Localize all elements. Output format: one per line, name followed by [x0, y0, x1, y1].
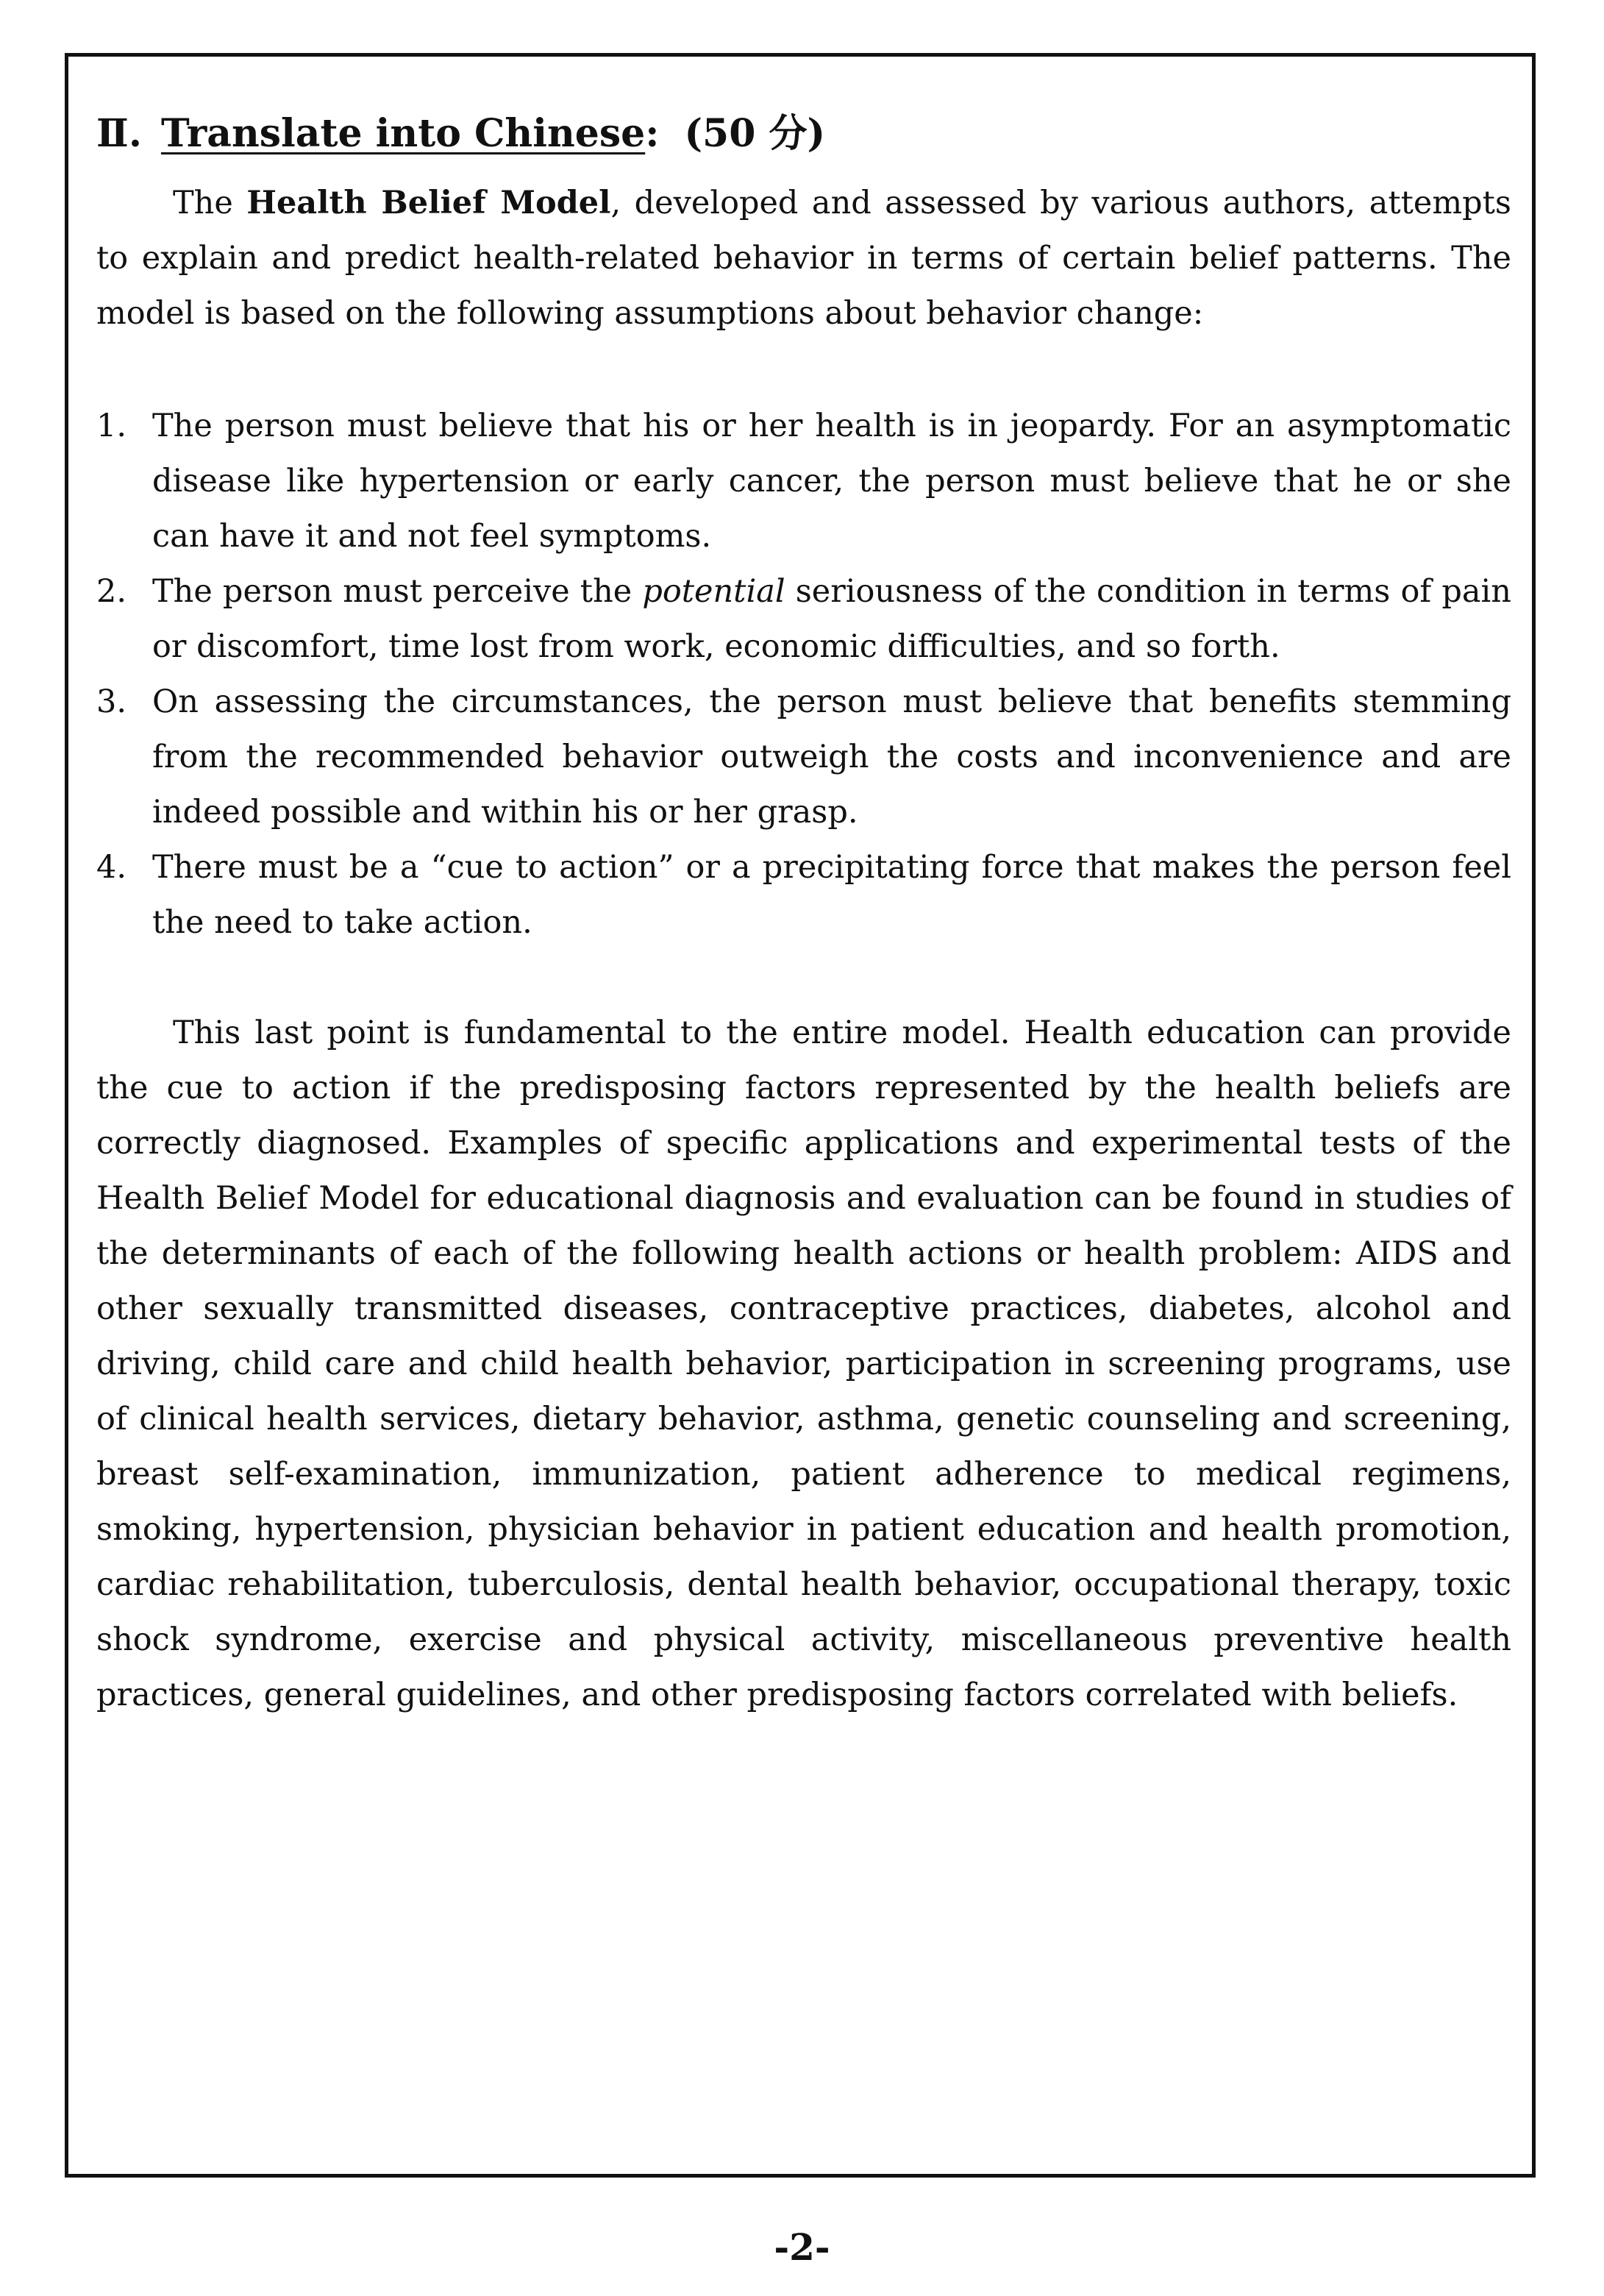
- list-item-number: 2.: [96, 573, 127, 610]
- question-content: [96, 101, 1511, 1723]
- list-item: [96, 840, 1511, 950]
- section-colon: :: [645, 111, 660, 156]
- assumption-list: [96, 399, 1511, 950]
- list-item-text: The person must believe that his or her health is in jeopardy. For an asymptomatic disease like hypertension or early cancer, the person must believe that he or she can have it and not feel symptoms.: [152, 408, 1511, 555]
- list-item: [96, 564, 1511, 675]
- list-item-number: 4.: [96, 849, 127, 886]
- section-numeral: Ⅱ.: [96, 111, 142, 156]
- intro-text-after: , developed and assessed by various authors, attempts to explain and predict health-related behavior in terms of certain belief patterns. The model is based on the following assumptions about behavior change:: [96, 185, 1511, 332]
- section-heading: [96, 101, 1511, 167]
- list-item-text: On assessing the circumstances, the person must believe that benefits stemming from the recommended behavior outweigh the costs and inconvenience and are indeed possible and within his or her grasp.: [152, 683, 1511, 831]
- intro-paragraph: [96, 176, 1511, 341]
- list-item: [96, 675, 1511, 840]
- page-number: -2-: [774, 2225, 830, 2269]
- intro-text-before: The: [173, 185, 247, 221]
- intro-model-name: Health Belief Model: [246, 185, 611, 221]
- closing-paragraph: This last point is fundamental to the entire model. Health education can provide the cue to action if the predisposing factors represented by the health beliefs are correctly diagnosed. Examples of specific applications and experimental tests of the Health Belief Model for educational diagnosis and evaluation can be found in studies of the determinants of each of the following health actions or health problem: AIDS and other sexually transmitted diseases, contraceptive practices, diabetes, alcohol and driving, child care and child health behavior, participation in screening programs, use of clinical health services, dietary behavior, asthma, genetic counseling and screening, breast self-examination, immunization, patient adherence to medical regimens, smoking, hypertension, physician behavior in patient education and health promotion, cardiac rehabilitation, tuberculosis, dental health behavior, occupational therapy, toxic shock syndrome, exercise and physical activity, miscellaneous preventive health practices, general guidelines, and other predisposing factors correlated with beliefs.: [96, 1014, 1511, 1713]
- list-item-text: There must be a “cue to action” or a precipitating force that makes the person feel the need to take action.: [152, 849, 1511, 941]
- list-item-number: 3.: [96, 683, 127, 720]
- exam-question-box: [65, 53, 1536, 2178]
- list-item-text: The person must perceive the: [152, 573, 643, 610]
- section-points: (50 分): [684, 111, 826, 156]
- list-item-emphasis: potential: [642, 573, 785, 610]
- list-item: [96, 399, 1511, 564]
- section-title: Translate into Chinese: [160, 111, 646, 156]
- list-item-text-after: seriousness of the condition in terms of pain or discomfort, time lost from work, economic difficulties, and so forth.: [152, 573, 1511, 665]
- list-item-number: 1.: [96, 408, 127, 444]
